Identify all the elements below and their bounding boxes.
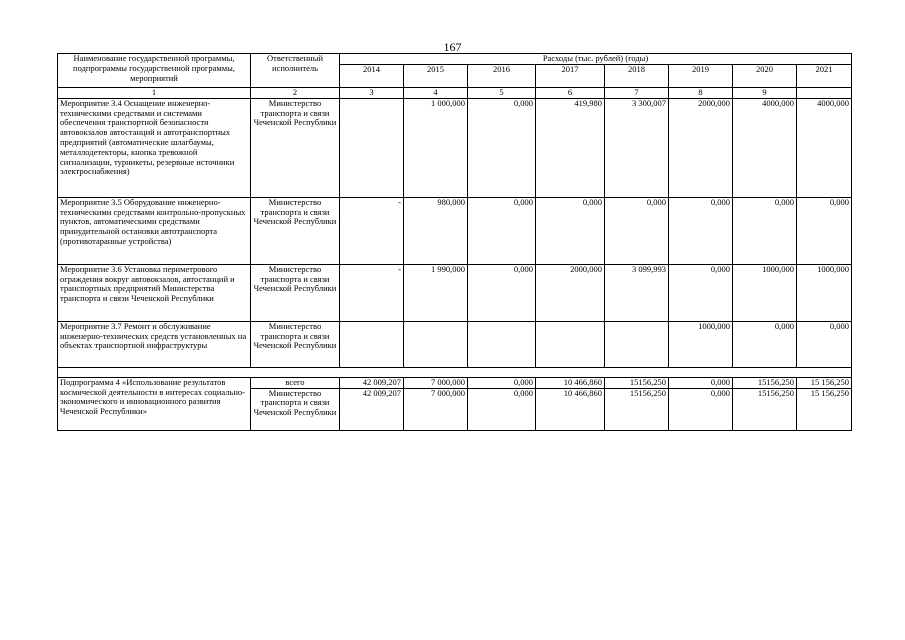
- total-value: 7 000,000: [404, 377, 468, 388]
- responsible-executor: Министерство транспорта и связи Чеченской Республики: [251, 321, 340, 367]
- responsible-executor: Министерство транспорта и связи Чеченской Республики: [251, 388, 340, 430]
- column-number-row: [58, 88, 852, 99]
- header-year: 2016: [468, 65, 536, 88]
- total-value: 15156,250: [733, 377, 797, 388]
- expense-value: 0,000: [797, 321, 852, 367]
- expense-value: 0,000: [733, 197, 797, 264]
- expense-value: 4000,000: [733, 98, 797, 197]
- expense-value: [605, 321, 669, 367]
- expense-value: 2000,000: [536, 264, 605, 321]
- expense-value: 15156,250: [605, 388, 669, 430]
- responsible-executor: Министерство транспорта и связи Чеченской Республики: [251, 197, 340, 264]
- total-value: 0,000: [468, 377, 536, 388]
- subprogram-name: Подпрограмма 4 «Использование результатов космической деятельности в интересах социально-экономического и инновационного развития Чеченской Республики»: [58, 377, 251, 430]
- column-number: 5: [468, 88, 536, 99]
- expense-value: 42 009,207: [340, 388, 404, 430]
- expense-value: 0,000: [468, 98, 536, 197]
- expense-value: 3 300,007: [605, 98, 669, 197]
- header-year: 2015: [404, 65, 468, 88]
- column-number: 1: [58, 88, 251, 99]
- expense-value: 0,000: [797, 197, 852, 264]
- expense-value: 0,000: [468, 264, 536, 321]
- total-value: 42 009,207: [340, 377, 404, 388]
- budget-table: [57, 53, 852, 431]
- measure-name: Мероприятие 3.7 Ремонт и обслуживание инженерно-технических средств установленных на объектах транспортной инфраструктуры: [58, 321, 251, 367]
- header-responsible-column: Ответственный исполнитель: [251, 54, 340, 88]
- expense-value: 0,000: [468, 197, 536, 264]
- expense-value: 4000,000: [797, 98, 852, 197]
- table-row: [58, 98, 852, 197]
- total-value: 0,000: [669, 377, 733, 388]
- expense-value: 0,000: [669, 264, 733, 321]
- header-year: 2021: [797, 65, 852, 88]
- expense-value: -: [340, 197, 404, 264]
- expense-value: [340, 321, 404, 367]
- expense-value: 0,000: [468, 388, 536, 430]
- header-year: 2018: [605, 65, 669, 88]
- column-number: [797, 88, 852, 99]
- expense-value: 0,000: [605, 197, 669, 264]
- table-row: [58, 197, 852, 264]
- column-number: 3: [340, 88, 404, 99]
- spacer-cell: [58, 367, 852, 377]
- responsible-executor: Министерство транспорта и связи Чеченской Республики: [251, 98, 340, 197]
- responsible-executor: Министерство транспорта и связи Чеченской Республики: [251, 264, 340, 321]
- expense-value: 7 000,000: [404, 388, 468, 430]
- expense-value: 1 990,000: [404, 264, 468, 321]
- expense-value: 980,000: [404, 197, 468, 264]
- measure-name: Мероприятие 3.5 Оборудование инженерно-техническими средствами контрольно-пропускных пунктов, автоматическими средствами принудительной остановки автотранспорта (противотаранные устройства): [58, 197, 251, 264]
- expense-value: 10 466,860: [536, 388, 605, 430]
- header-year: 2020: [733, 65, 797, 88]
- expense-value: 1000,000: [669, 321, 733, 367]
- table-row: [58, 264, 852, 321]
- expense-value: 0,000: [536, 197, 605, 264]
- column-number: 6: [536, 88, 605, 99]
- column-number: 4: [404, 88, 468, 99]
- page-number: 167: [443, 40, 462, 54]
- expense-value: 3 099,993: [605, 264, 669, 321]
- expense-value: -: [340, 264, 404, 321]
- expense-value: [468, 321, 536, 367]
- expense-value: 15 156,250: [797, 388, 852, 430]
- header-year: 2014: [340, 65, 404, 88]
- expense-value: 1000,000: [733, 264, 797, 321]
- header-year: 2019: [669, 65, 733, 88]
- measure-name: Мероприятие 3.6 Установка периметрового ограждения вокруг автовокзалов, автостанций и транспортных предприятий Министерства транспорта и связи Чеченской Республики: [58, 264, 251, 321]
- expense-value: 0,000: [669, 388, 733, 430]
- measure-name: Мероприятие 3.4 Оснащение инженерно-техническими средствами и системами обеспечения транспортной безопасности автовокзалов автостанций и автотранспортных предприятий (автоматические шлагбаумы, металлодетекторы, кнопка тревожной сигнализации, турникеты, резервные источники электроснабжения): [58, 98, 251, 197]
- column-number: 8: [669, 88, 733, 99]
- expense-value: [536, 321, 605, 367]
- table-row: [58, 321, 852, 367]
- expense-value: [340, 98, 404, 197]
- header-year: 2017: [536, 65, 605, 88]
- table-row: [58, 377, 852, 388]
- expense-value: 0,000: [733, 321, 797, 367]
- header-name-column: Наименование государственной программы, подпрограммы государственной программы, мероприятий: [58, 54, 251, 88]
- total-value: 15 156,250: [797, 377, 852, 388]
- expense-value: 1000,000: [797, 264, 852, 321]
- header-expenses: Расходы (тыс. рублей) (годы): [340, 54, 852, 65]
- column-number: 2: [251, 88, 340, 99]
- spacer-row: [58, 367, 852, 377]
- expense-value: 2000,000: [669, 98, 733, 197]
- expense-value: [404, 321, 468, 367]
- expense-value: 419,980: [536, 98, 605, 197]
- column-number: 7: [605, 88, 669, 99]
- total-label: всего: [251, 377, 340, 388]
- column-number: 9: [733, 88, 797, 99]
- total-value: 10 466,860: [536, 377, 605, 388]
- expense-value: 15156,250: [733, 388, 797, 430]
- total-value: 15156,250: [605, 377, 669, 388]
- expense-value: 1 000,000: [404, 98, 468, 197]
- expense-value: 0,000: [669, 197, 733, 264]
